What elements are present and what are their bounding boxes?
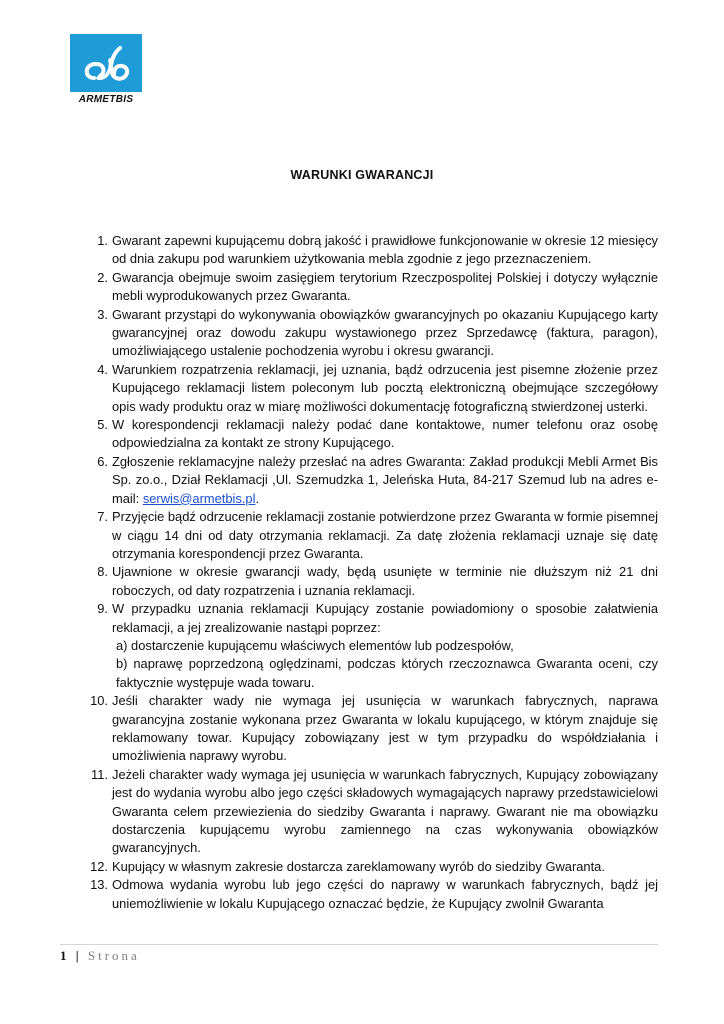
list-item <box>80 416 658 453</box>
item-number: 4. <box>97 361 108 377</box>
item-text-body: Zgłoszenie reklamacyjne należy przesłać na adres Gwaranta: Zakład produkcji Mebli Armet Bis Sp. zo.o., Dział Reklamacji ,Ul. Szemudzka 1, Jeleńska Huta, 84-217 Szemud lub na adres e-mail: <box>112 453 658 506</box>
item-number: 8. <box>97 564 108 580</box>
item-number: 2. <box>97 269 108 285</box>
company-logo <box>70 34 142 108</box>
list-item <box>80 600 658 692</box>
list-item <box>80 269 658 306</box>
list-item <box>80 692 658 766</box>
item-text: Przyjęcie bądź odrzucenie reklamacji zostanie potwierdzone przez Gwaranta w formie pisemnej w ciągu 14 dni od daty otrzymania reklamacji. Za datę złożenia reklamacji uznaje się datę otrzymania korespondencji przez Gwaranta. <box>112 509 658 561</box>
page-title: WARUNKI GWARANCJI <box>290 168 434 182</box>
page-label: Strona <box>87 948 140 963</box>
item-text: Gwarant zapewni kupującemu dobrą jakość i prawidłowe funkcjonowanie w okresie 12 miesięcy od dnia zakupu pod warunkiem użytkowania mebla zgodnie z jego przeznaczeniem. <box>112 233 658 267</box>
item-text-end: . <box>255 490 260 506</box>
list-item <box>80 232 658 269</box>
item-text: Warunkiem rozpatrzenia reklamacji, jej uznania, bądź odrzucenia jest pisemne złożenie przez Kupującego reklamacji listem poleconym lub pocztą elektroniczną obejmujące szczegółowy opis wady produktu oraz w miarę możliwości dokumentację fotograficzną stwierdzonej usterki. <box>112 361 658 414</box>
list-item <box>80 306 658 361</box>
item-number: 11. <box>91 766 108 782</box>
logo-brand-text: ARMETBIS <box>78 94 134 105</box>
item-number: 13. <box>90 877 108 893</box>
item-number: 12. <box>90 858 108 874</box>
item-number: 1. <box>97 233 108 248</box>
item-text: Gwarancja obejmuje swoim zasięgiem terytorium Rzeczpospolitej Polskiej i dotyczy wyłącznie mebli wyprodukowanych przez Gwaranta. <box>112 269 658 304</box>
list-item <box>80 563 658 600</box>
warranty-terms-list <box>80 232 658 913</box>
logo-mark <box>70 34 142 92</box>
email-link[interactable]: serwis@armetbis.pl <box>142 490 256 506</box>
page-number: 1 <box>60 948 70 963</box>
list-item <box>80 876 658 913</box>
list-item <box>80 453 658 508</box>
item-text: W korespondencji reklamacji należy podać dane kontaktowe, numer telefonu oraz osobę odpowiedzialna za kontakt ze strony Kupującego. <box>112 417 658 451</box>
item-text: Odmowa wydania wyrobu lub jego części do naprawy w warunkach fabrycznych, bądź jej uniemożliwienie w lokalu Kupującego oznaczać będzie, że Kupujący zwolnił Gwaranta <box>112 877 658 911</box>
list-item <box>80 858 658 876</box>
footer-divider <box>60 944 658 945</box>
sub-item: a) dostarczenie kupującemu właściwych elementów lub podzespołów, <box>116 637 514 653</box>
item-number: 5. <box>97 417 108 433</box>
item-number: 3. <box>97 306 108 322</box>
list-item <box>80 361 658 416</box>
item-number: 6. <box>97 453 108 469</box>
page-footer <box>60 948 140 964</box>
item-text: Gwarant przystąpi do wykonywania obowiązków gwarancyjnych po okazaniu Kupującego karty gwarancyjnej oraz dowodu zakupu wystawionego przez Sprzedawcę (faktura, paragon), umożliwiającego ustalenie pochodzenia wyrobu i okresu gwarancji. <box>112 306 658 359</box>
list-item <box>80 766 658 858</box>
list-item <box>80 508 658 563</box>
item-text: Kupujący w własnym zakresie dostarcza zareklamowany wyrób do siedziby Gwaranta. <box>112 858 605 874</box>
item-number: 7. <box>97 509 108 525</box>
item-text: W przypadku uznania reklamacji Kupujący zostanie powiadomiony o sposobie załatwienia reklamacji, a jej zrealizowanie nastąpi poprzez: <box>112 601 658 635</box>
item-text: Ujawnione w okresie gwarancji wady, będą usunięte w terminie nie dłuższym niż 21 dni roboczych, od daty rozpatrzenia i uznania reklamacji. <box>112 564 658 598</box>
item-text: Jeśli charakter wady nie wymaga jej usunięcia w warunkach fabrycznych, naprawa gwarancyjna zostanie wykonana przez Gwaranta w lokalu kupującego, w którym znajduje się reklamowany towar. Kupujący zobowiązany jest w tym przypadku do współdziałania i umożliwienia naprawy wyrobu. <box>112 693 658 764</box>
logo-monogram-icon <box>70 34 142 92</box>
item-number: 9. <box>97 601 108 617</box>
item-number: 10. <box>90 693 108 709</box>
footer-separator: | <box>75 948 82 963</box>
sub-item: b) naprawę poprzedzoną oględzinami, podczas których rzeczoznawca Gwaranta oceni, czy faktycznie występuje wada towaru. <box>116 656 658 690</box>
item-text <box>112 453 658 508</box>
item-text: Jeżeli charakter wady wymaga jej usunięcia w warunkach fabrycznych, Kupujący zobowiązany jest do wydania wyrobu albo jego części składowych wymagających naprawy przedstawicielowi Gwaranta celem przewiezienia do siedziby Gwaranta i naprawy. Gwarant nie ma obowiązku dostarczenia kupującemu wyrobu zamiennego na czas wykonywania obowiązków gwarancyjnych. <box>112 766 658 856</box>
